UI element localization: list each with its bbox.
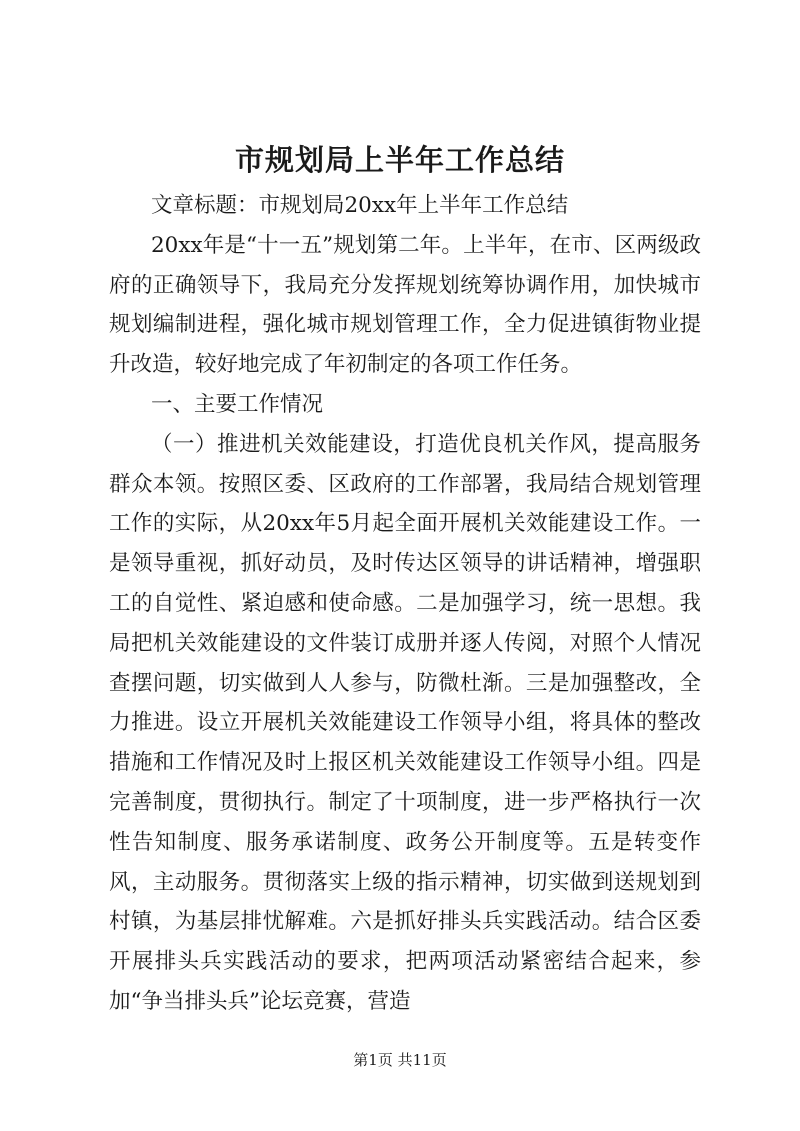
- section-heading: 一、主要工作情况: [151, 391, 324, 417]
- document-body: [109, 186, 701, 1022]
- article-title-line: 文章标题：市规划局20xx年上半年工作总结: [151, 193, 569, 218]
- page-footer: 第1页 共11页: [353, 1051, 447, 1069]
- document-title: 市规划局上半年工作总结: [234, 143, 565, 177]
- section-1-paragraph: （一）推进机关效能建设，打造优良机关作风，提高服务群众本领。按照区委、区政府的工作部署，我局结合规划管理工作的实际，从20xx年5月起全面开展机关效能建设工作。一是领导重视，抓好动员，及时传达区领导的讲话精神，增强职工的自觉性、紧迫感和使命感。二是加强学习，统一思想。我局把机关效能建设的文件装订成册并逐人传阅，对照个人情况查摆问题，切实做到人人参与，防微杜渐。三是加强整改，全力推进。设立开展机关效能建设工作领导小组，将具体的整改措施和工作情况及时上报区机关效能建设工作领导小组。四是完善制度，贯彻执行。制定了十项制度，进一步严格执行一次性告知制度、服务承诺制度、政务公开制度等。五是转变作风，主动服务。贯彻落实上级的指示精神，切实做到送规划到村镇，为基层排忧解难。六是抓好排头兵实践活动。结合区委开展排头兵实践活动的要求，把两项活动紧密结合起来，参加“争当排头兵”论坛竞赛，营造: [109, 431, 701, 1014]
- intro-paragraph: 20xx年是“十一五”规划第二年。上半年，在市、区两级政府的正确领导下，我局充分发挥规划统筹协调作用，加快城市规划编制进程，强化城市规划管理工作，全力促进镇街物业提升改造，较好地完成了年初制定的各项工作任务。: [109, 232, 701, 378]
